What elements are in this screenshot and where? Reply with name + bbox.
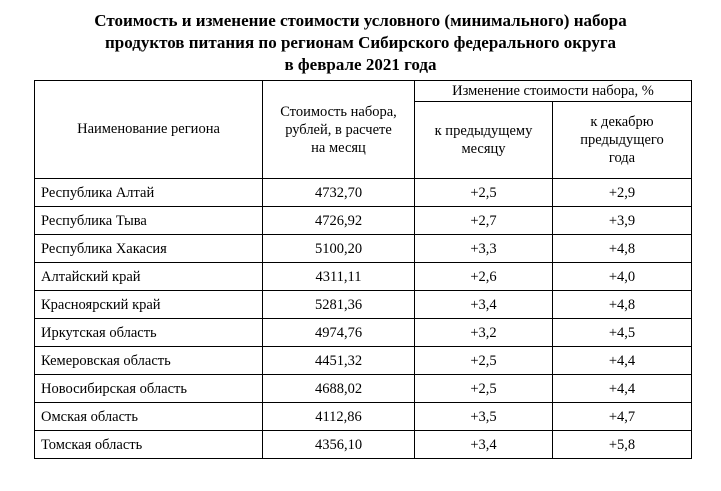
title-line-2: продуктов питания по регионам Сибирского федерального округа <box>104 33 617 52</box>
cell-prev-month: +2,5 <box>415 179 553 207</box>
cell-december: +4,4 <box>553 375 692 403</box>
price-table <box>34 80 692 459</box>
header-cost <box>263 81 415 179</box>
cell-prev-month: +3,4 <box>415 431 553 459</box>
cell-cost: 5281,36 <box>263 291 415 319</box>
cell-cost: 4356,10 <box>263 431 415 459</box>
header-cost-line-1: Стоимость набора, <box>280 103 397 120</box>
cell-december: +4,7 <box>553 403 692 431</box>
title-line-1: Стоимость и изменение стоимости условного (минимального) набора <box>94 11 627 30</box>
document-title <box>0 10 721 76</box>
cell-region: Алтайский край <box>35 263 263 291</box>
cell-december: +5,8 <box>553 431 692 459</box>
cell-cost: 4451,32 <box>263 347 415 375</box>
cell-prev-month: +3,5 <box>415 403 553 431</box>
header-region-label: Наименование региона <box>77 121 220 137</box>
header-change <box>415 81 692 102</box>
table-body <box>35 179 692 459</box>
cell-prev-month: +2,6 <box>415 263 553 291</box>
table-row <box>35 375 692 403</box>
table-row <box>35 235 692 263</box>
cell-region: Иркутская область <box>35 319 263 347</box>
header-change-label: Изменение стоимости набора, % <box>452 83 654 99</box>
header-december <box>553 102 692 179</box>
cell-region: Омская область <box>35 403 263 431</box>
cell-december: +4,8 <box>553 235 692 263</box>
table-row <box>35 403 692 431</box>
cell-december: +3,9 <box>553 207 692 235</box>
table-row <box>35 179 692 207</box>
cell-region: Республика Алтай <box>35 179 263 207</box>
cell-december: +4,8 <box>553 291 692 319</box>
cell-cost: 5100,20 <box>263 235 415 263</box>
table-row <box>35 431 692 459</box>
header-december-line-1: к декабрю <box>590 114 654 130</box>
cell-cost: 4311,11 <box>263 263 415 291</box>
cell-region: Республика Тыва <box>35 207 263 235</box>
cell-prev-month: +2,5 <box>415 347 553 375</box>
cell-prev-month: +3,3 <box>415 235 553 263</box>
table-row <box>35 291 692 319</box>
cell-region: Новосибирская область <box>35 375 263 403</box>
cell-cost: 4974,76 <box>263 319 415 347</box>
table-row <box>35 319 692 347</box>
table-header <box>35 81 692 179</box>
cell-december: +4,5 <box>553 319 692 347</box>
cell-region: Красноярский край <box>35 291 263 319</box>
cell-region: Республика Хакасия <box>35 235 263 263</box>
header-cost-line-3: на месяц <box>311 139 366 156</box>
cell-region: Томская область <box>35 431 263 459</box>
header-cost-line-2: рублей, в расчете <box>285 121 392 138</box>
header-prev-month <box>415 102 553 179</box>
cell-cost: 4726,92 <box>263 207 415 235</box>
title-line-3: в феврале 2021 года <box>284 55 437 74</box>
cell-region: Кемеровская область <box>35 347 263 375</box>
cell-prev-month: +2,7 <box>415 207 553 235</box>
header-prev-month-line-1: к предыдущему <box>434 123 533 139</box>
cell-december: +2,9 <box>553 179 692 207</box>
cell-december: +4,0 <box>553 263 692 291</box>
table-row <box>35 263 692 291</box>
table-row <box>35 347 692 375</box>
cell-december: +4,4 <box>553 347 692 375</box>
header-december-line-2: предыдущего <box>580 132 664 148</box>
table-row <box>35 207 692 235</box>
cell-cost: 4688,02 <box>263 375 415 403</box>
cell-cost: 4112,86 <box>263 403 415 431</box>
header-region <box>35 81 263 179</box>
cell-prev-month: +3,4 <box>415 291 553 319</box>
cell-cost: 4732,70 <box>263 179 415 207</box>
cell-prev-month: +2,5 <box>415 375 553 403</box>
header-prev-month-line-2: месяцу <box>461 141 506 157</box>
cell-prev-month: +3,2 <box>415 319 553 347</box>
header-december-line-3: года <box>608 150 636 166</box>
